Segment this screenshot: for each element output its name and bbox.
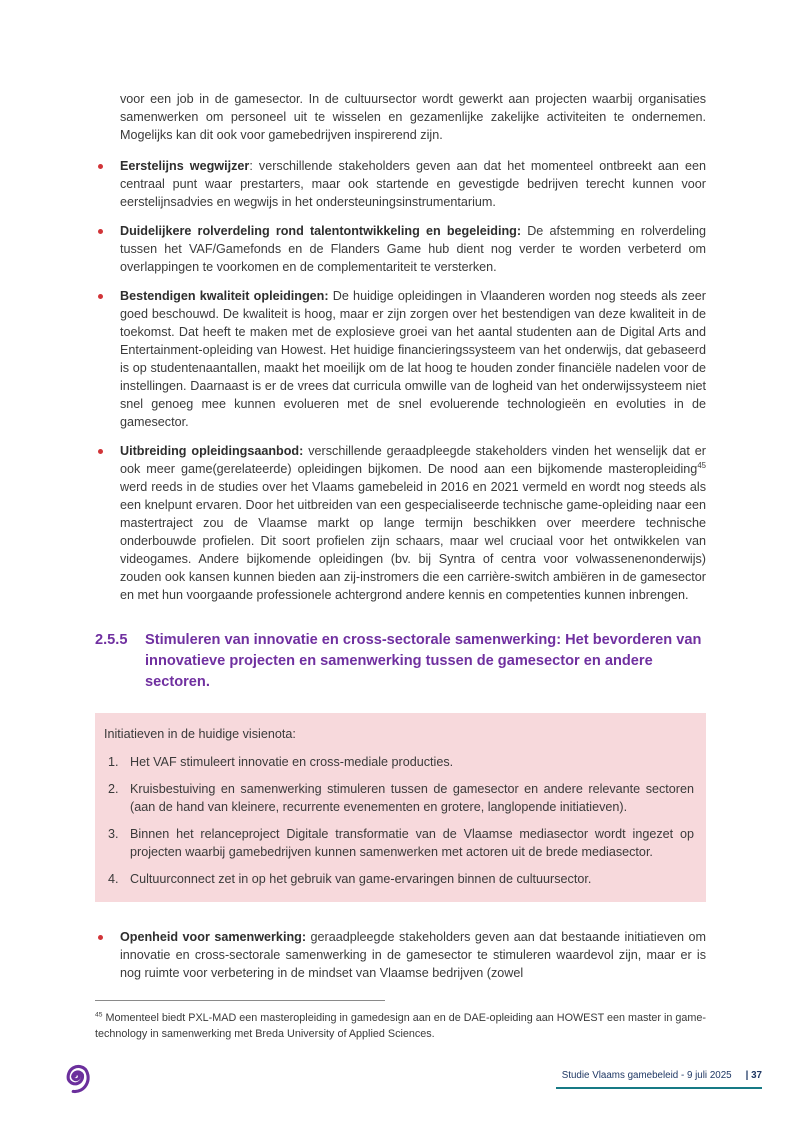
list-item bbox=[95, 157, 706, 211]
bullet-text: werd reeds in de studies over het Vlaams gamebeleid in 2016 en 2021 vermeld en wordt nog steeds als een knelpunt ervaren. Door het uitbreiden van een gespecialiseerde technische game-opleiding naar een mastertraject zou de Vlaamse markt op lange termijn beschikken over meerdere technische onderbouwde profielen. Dit soort profielen zijn schaars, maar wel cruciaal voor het ontwikkelen van videogames. Andere bijkomende opleidingen (bv. bij Syntra of centra voor volwassenenonderwijs) zouden ook kansen kunnen bieden aan zij-instromers die een carrière-switch ambiëren in de gamesector en met hun voorgaande professionele achtergrond andere kennis en competenties kunnen inbrengen. bbox=[120, 480, 706, 602]
bullet-lead: Uitbreiding opleidingsaanbod: bbox=[120, 444, 304, 458]
bullet-icon bbox=[98, 164, 103, 169]
bullet-list bbox=[95, 157, 706, 604]
list-item bbox=[95, 287, 706, 431]
bullet-icon bbox=[98, 294, 103, 299]
page-footer bbox=[552, 1070, 762, 1081]
section-number: 2.5.5 bbox=[95, 632, 128, 648]
footnote-number: 45 bbox=[95, 1011, 103, 1019]
item-text: Het VAF stimuleert innovatie en cross-mediale producties. bbox=[130, 755, 454, 769]
item-text: Binnen het relanceproject Digitale transformatie van de Vlaamse mediasector wordt ingezet op projecten waarbij gamebedrijven kunnen samenwerken met actoren uit de brede mediasector. bbox=[130, 827, 694, 859]
bullet-lead: Duidelijkere rolverdeling rond talentontwikkeling en begeleiding: bbox=[120, 224, 522, 238]
item-number: 4. bbox=[108, 872, 119, 886]
footer-page-number: | 37 bbox=[745, 1070, 762, 1081]
list-item bbox=[104, 870, 694, 888]
footer-accent-line bbox=[556, 1087, 762, 1089]
footer-title: Studie Vlaams gamebeleid - 9 juli 2025 bbox=[561, 1070, 732, 1081]
item-number: 1. bbox=[108, 755, 119, 769]
item-number: 3. bbox=[108, 827, 119, 841]
continuation-paragraph: voor een job in de gamesector. In de cultuursector wordt gewerkt aan projecten waarbij organisaties samenwerken om personeel uit te wisselen en gezamenlijke zakelijke activiteiten te ondernemen. Mogelijks kan dit ook voor gamebedrijven inspirerend zijn. bbox=[120, 92, 706, 142]
publisher-spiral-logo-icon bbox=[55, 1055, 95, 1097]
list-item bbox=[95, 928, 706, 982]
footnote-reference: 45 bbox=[697, 460, 706, 470]
footnote-text bbox=[95, 1010, 707, 1042]
bullet-icon bbox=[98, 935, 103, 940]
bullet-lead: Bestendigen kwaliteit opleidingen: bbox=[120, 289, 329, 303]
list-item bbox=[104, 825, 694, 861]
footnote-separator bbox=[95, 1000, 385, 1001]
bullet-text: verschillende geraadpleegde stakeholders vinden het wenselijk dat er ook meer game(gerelateerde) opleidingen bijkomen. De nood aan een bijkomende masteropleiding bbox=[120, 444, 707, 476]
bullet-text: : verschillende stakeholders geven aan dat het momenteel ontbreekt aan een centraal punt waar prestarters, maar ook startende en gevestigde bedrijven terecht kunnen voor eerstelijnsadvies en wegwijs in het ondersteuningsinstrumentarium. bbox=[120, 159, 706, 209]
list-item bbox=[95, 442, 706, 604]
bullet-lead: Eerstelijns wegwijzer bbox=[120, 159, 250, 173]
list-item bbox=[104, 753, 694, 771]
item-text: Cultuurconnect zet in op het gebruik van game-ervaringen binnen de cultuursector. bbox=[130, 872, 592, 886]
item-number: 2. bbox=[108, 782, 119, 796]
bullet-text: De huidige opleidingen in Vlaanderen worden nog steeds als zeer goed beschouwd. De kwaliteit is hoog, maar er zijn zorgen over het bestendigen van deze kwaliteit in de toekomst. Dat heeft te maken met de explosieve groei van het aantal studenten aan de Digital Arts and Entertainment-opleiding van Howest. Het huidige financieringssysteem van het onderwijs, dat gebaseerd is op studentenaantallen, maakt het moeilijk om de lat hoog te houden zonder financiële nadelen voor de instellingen. Daarnaast is er de vrees dat curricula omwille van de logheid van het onderwijssysteem niet snel genoeg mee kunnen evolueren met de snel evoluerende technologieën en evoluties in de gamesector. bbox=[120, 289, 707, 429]
bullet-lead: Openheid voor samenwerking: bbox=[120, 930, 307, 944]
bullet-list bbox=[95, 928, 706, 982]
footnote-body: Momenteel biedt PXL-MAD een masteropleiding in gamedesign aan en de DAE-opleiding aan HOWEST een master in game-technology in samenwerking met Breda University of Applied Sciences. bbox=[95, 1012, 707, 1040]
bullet-icon bbox=[98, 449, 103, 454]
initiatives-list bbox=[104, 753, 694, 888]
item-text: Kruisbestuiving en samenwerking stimuleren tussen de gamesector en andere relevante sectoren (aan de hand van kleinere, recurrente evenementen en grotere, langlopende initiatieven). bbox=[130, 782, 694, 814]
list-item bbox=[104, 780, 694, 816]
bullet-text: geraadpleegde stakeholders geven aan dat bestaande initiatieven om innovatie en cross-sectorale samenwerking in de gamesector te stimuleren waardevol zijn, maar er is nog ruimte voor verbetering in de mindset van Vlaamse bedrijven (zowel bbox=[120, 930, 706, 980]
bullet-icon bbox=[98, 229, 103, 234]
initiatives-box-title: Initiatieven in de huidige visienota: bbox=[104, 727, 296, 741]
page-content bbox=[95, 90, 706, 993]
bullet-text: De afstemming en rolverdeling tussen het VAF/Gamefonds en de Flanders Game hub dient nog verder te worden verbeterd om overlappingen te voorkomen en de complementariteit te versterken. bbox=[120, 224, 707, 274]
list-item bbox=[95, 222, 706, 276]
footnote-section bbox=[95, 1000, 707, 1042]
section-heading bbox=[95, 630, 706, 693]
section-title: Stimuleren van innovatie en cross-sectorale samenwerking: Het bevorderen van innovatieve projecten en samenwerking tussen de gamesector en andere sectoren. bbox=[145, 632, 702, 690]
initiatives-box bbox=[95, 713, 706, 902]
